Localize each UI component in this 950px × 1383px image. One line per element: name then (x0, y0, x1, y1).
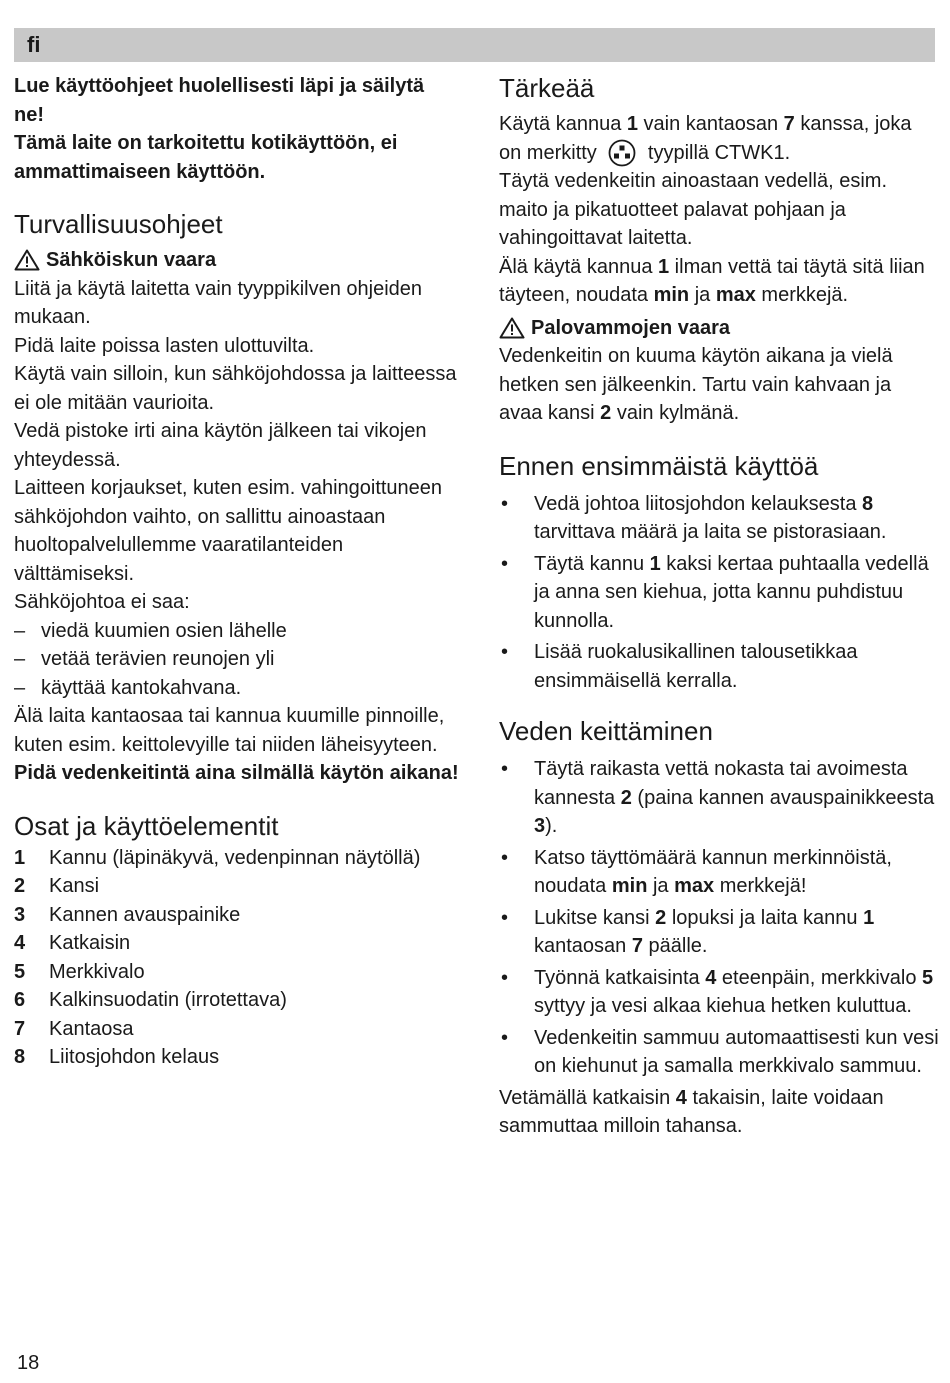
part-ref: 2 (620, 786, 632, 809)
part-ref: 1 (863, 906, 875, 929)
text-run: vain kantaosan (638, 113, 784, 135)
text-run: tyypillä CTWK1. (642, 141, 791, 164)
part-number: 5 (14, 960, 26, 983)
dash-item (14, 674, 459, 703)
text-run: Katso täyttömäärä kannun merkinnöistä, noudata (534, 846, 892, 898)
language-code: fi (27, 32, 41, 57)
text-run: ja (647, 875, 675, 898)
parts-list-item (14, 1015, 459, 1044)
safety-p6: Sähköjohtoa ei saa: (14, 591, 190, 613)
text-run: Täytä raikasta vettä nokasta tai avoimesta kannesta (534, 758, 908, 809)
boiling-list (499, 755, 939, 1081)
text-run: Vedenkeitin sammuu automaattisesti kun vesi on kiehunut ja samalla merkkivalo sammuu. (534, 1026, 939, 1078)
text-run: vain kylmänä. (611, 402, 740, 425)
burn-heading (499, 314, 939, 343)
part-label: Kansi (49, 875, 100, 897)
part-number: 7 (14, 1017, 26, 1040)
safety-p3: Käytä vain silloin, kun sähköjohdossa ja laitteessa ei ole mitään vaurioita. (14, 363, 457, 414)
list-item (499, 1024, 939, 1081)
text-run: Vedenkeitin on kuuma käytön aikana ja vielä hetken sen jälkeenkin. Tartu vain kahvaan ja avaa kansi (499, 345, 893, 425)
part-label: Kannu (läpinäkyvä, vedenpinnan näytöllä) (49, 846, 421, 869)
list-item (499, 844, 939, 901)
parts-list-item (14, 958, 459, 987)
part-label: Liitosjohdon kelaus (49, 1046, 220, 1068)
text-run: tarvittava määrä ja laita se pistorasiaan. (534, 521, 887, 544)
electric-shock-heading-text: Sähköiskun vaara (46, 249, 217, 271)
text-run: merkkejä! (714, 875, 807, 898)
dash-item-text: käyttää kantokahvana. (41, 676, 242, 699)
warning-triangle-icon (499, 317, 525, 339)
safety-p1: Liitä ja käytä laitetta vain tyyppikilven ohjeiden mukaan. (14, 277, 423, 328)
part-ref: 5 (922, 966, 934, 989)
text-run: Lisää ruokalusikallinen talousetikkaa ensimmäisellä kerralla. (534, 641, 858, 692)
emphasis: max (715, 284, 756, 307)
important-title: Tärkeää (499, 73, 595, 103)
safety-p7: Älä laita kantaosaa tai kannua kuumille pinnoille, kuten esim. keittolevyille tai niiden läheisyyteen. (14, 705, 445, 756)
important-p4 (499, 342, 939, 428)
part-ref: 3 (534, 815, 546, 838)
part-label: Kannen avauspainike (49, 903, 241, 926)
text-run: Lukitse kansi (534, 906, 656, 929)
list-item (499, 490, 939, 547)
safety-title: Turvallisuusohjeet (14, 209, 223, 239)
part-ref: 4 (675, 1086, 687, 1109)
text-run: Työnnä katkaisinta (534, 966, 706, 989)
text-run: Käytä kannua (499, 113, 627, 135)
text-run: merkkejä. (755, 284, 849, 307)
emphasis: max (674, 875, 715, 898)
text-run: lopuksi ja laita kannu (666, 906, 864, 929)
part-label: Merkkivalo (49, 960, 145, 983)
first-use-title: Ennen ensimmäistä käyttöä (499, 450, 819, 481)
dash-marker: – (14, 676, 26, 699)
dash-item (14, 617, 459, 646)
warning-triangle-icon (14, 249, 40, 271)
part-ref: 8 (862, 492, 874, 515)
text-run: kanssa, joka on merkitty (499, 113, 912, 164)
first-use-list (499, 490, 939, 696)
safety-p4: Vedä pistoke irti aina käytön jälkeen tai vikojen yhteydessä. (14, 420, 427, 471)
emphasis: min (611, 875, 648, 898)
important-p1 (499, 110, 939, 167)
part-ref: 7 (631, 935, 643, 958)
dash-item (14, 645, 459, 674)
text-run: kantaosan (534, 935, 632, 958)
part-label: Kantaosa (49, 1017, 134, 1040)
part-label: Kalkinsuodatin (irrotettava) (49, 989, 287, 1011)
part-number: 6 (14, 989, 26, 1011)
parts-list-item (14, 1043, 459, 1072)
part-ref: 2 (600, 402, 612, 425)
parts-list-item (14, 901, 459, 930)
text-run: ilman vettä tai täytä sitä liian täyteen, noudata (499, 255, 925, 307)
list-item (499, 964, 939, 1021)
text-run: Vedä johtoa liitosjohdon kelauksesta (534, 492, 863, 515)
parts-list-item (14, 872, 459, 901)
part-ref: 1 (649, 552, 661, 575)
part-number: 1 (14, 846, 26, 869)
parts-list-item (14, 929, 459, 958)
language-bar (14, 28, 935, 62)
text-run: eteenpäin, merkkivalo (716, 966, 923, 989)
part-number: 2 (14, 875, 26, 897)
part-ref: 1 (626, 113, 638, 135)
electric-shock-heading (14, 246, 459, 275)
part-number: 3 (14, 903, 26, 926)
list-item (499, 755, 939, 841)
text-run: syttyy ja vesi alkaa kiehua hetken kuluttua. (534, 995, 912, 1018)
list-item (499, 550, 939, 636)
parts-list-item (14, 844, 459, 873)
safety-p2: Pidä laite poissa lasten ulottuvilta. (14, 334, 315, 357)
part-ref: 7 (783, 113, 795, 135)
boiling-title: Veden keittäminen (499, 716, 713, 747)
emphasis: min (653, 284, 690, 307)
parts-list-item (14, 986, 459, 1015)
text-run: Vetämällä katkaisin (499, 1086, 676, 1109)
text-run: ja (689, 284, 716, 307)
list-item (499, 904, 939, 961)
text-run: Älä käytä kannua (499, 255, 658, 278)
text-run: takaisin, laite voidaan sammuttaa milloin tahansa. (499, 1086, 884, 1138)
part-ref: 2 (655, 906, 667, 929)
text-run: (paina kannen avauspainikkeesta (631, 786, 935, 809)
burn-heading-text: Palovammojen vaara (531, 316, 730, 339)
part-label: Katkaisin (49, 932, 131, 954)
important-p2: Täytä vedenkeitin ainoastaan vedellä, esim. maito ja pikatuotteet palavat pohjaan ja vahingoittavat laitetta. (499, 170, 888, 250)
dash-marker: – (14, 648, 26, 670)
safety-p5: Laitteen korjaukset, kuten esim. vahingoittuneen sähköjohdon vaihto, on sallittu ainoastaan huoltopalvelullemme vaaratilanteiden välttämiseksi. (14, 477, 443, 585)
part-ref: 4 (705, 966, 717, 989)
text-run: ). (545, 815, 558, 838)
parts-title: Osat ja käyttöelementit (14, 810, 279, 841)
safety-p8: Pidä vedenkeitintä aina silmällä käytön aikana! (14, 762, 459, 784)
intro-line-1: Lue käyttöohjeet huolellisesti läpi ja säilytä ne! (14, 75, 425, 126)
part-number: 8 (14, 1046, 26, 1068)
part-ref: 1 (658, 255, 670, 278)
list-item (499, 638, 939, 695)
base-type-symbol-icon (606, 139, 638, 167)
left-column (14, 72, 459, 1072)
right-column (499, 72, 939, 1141)
text-run: Täytä kannu (534, 552, 650, 575)
dash-item-text: vetää terävien reunojen yli (41, 648, 275, 670)
part-number: 4 (14, 932, 26, 954)
text-run: kaksi kertaa puhtaalla vedellä ja anna sen kiehua, jotta kannu puhdistuu kunnolla. (534, 552, 929, 632)
dash-marker: – (14, 619, 26, 642)
intro-line-2: Tämä laite on tarkoitettu kotikäyttöön, ei ammattimaiseen käyttöön. (14, 132, 398, 183)
dash-item-text: viedä kuumien osien lähelle (41, 619, 287, 642)
important-p3 (499, 253, 939, 310)
boiling-p1 (499, 1084, 939, 1141)
page-number: 18 (17, 1352, 40, 1374)
text-run: päälle. (642, 935, 708, 958)
